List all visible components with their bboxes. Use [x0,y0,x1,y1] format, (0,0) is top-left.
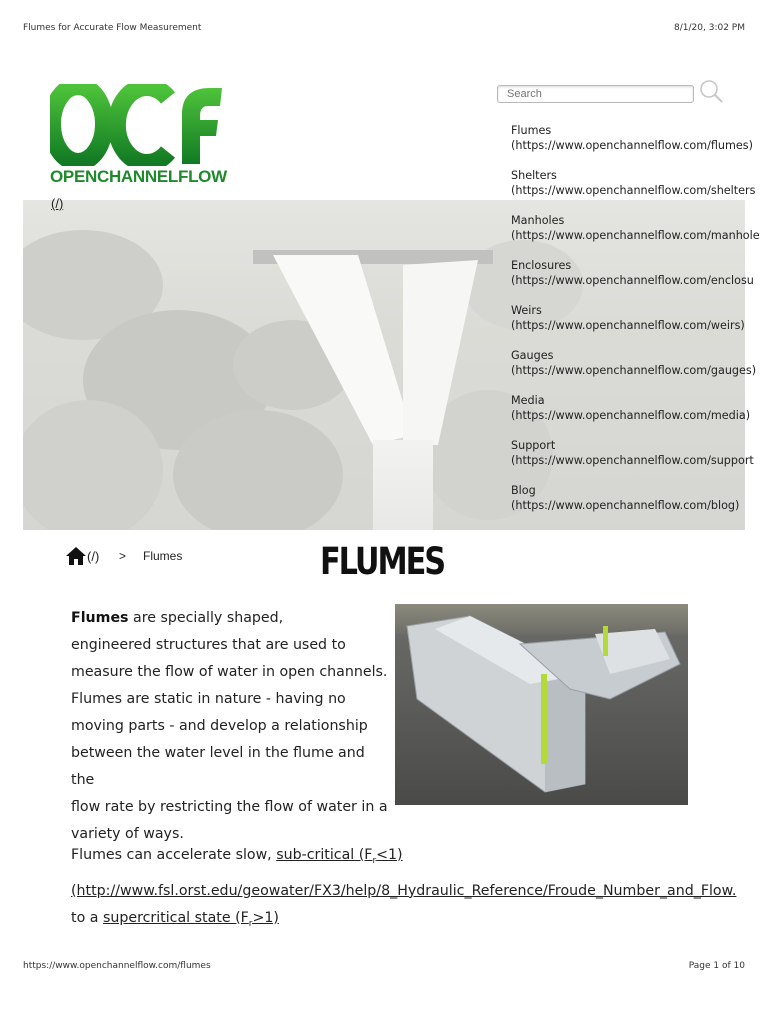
print-header-timestamp: 8/1/20, 3:02 PM [674,23,745,33]
logo-wordmark[interactable]: OPENCHANNELFLOW [50,167,227,186]
ocf-logo-mark [50,84,222,166]
nav-item-enclosures[interactable]: Enclosures (https://www.openchannelflow.com/enclosu [511,259,754,287]
sub-critical-link[interactable]: sub-critical $(F_r<1)$ [276,847,403,866]
nav-item-shelters[interactable]: Shelters (https://www.openchannelflow.com/shelters [511,169,756,197]
breadcrumb-current: Flumes [143,549,183,563]
nav-item-blog[interactable]: Blog (https://www.openchannelflow.com/blog) [511,484,740,512]
home-icon[interactable] [65,546,87,566]
flume-photo [395,604,688,805]
main-nav [511,124,760,529]
breadcrumb-home-link[interactable]: (/) [87,549,100,564]
magnifier-icon[interactable] [698,78,724,104]
intro-paragraph: Flumes are specially shaped, engineered structures that are used to measure the flow of water in open channels. Flumes are static in nature - having no moving parts - and develop a relationship between the water level in the flume and the flow rate by restricting the flow of water in a variety of ways. [71,610,388,842]
logo-link[interactable]: (/) [51,196,64,211]
print-footer-url: https://www.openchannelflow.com/flumes [23,961,211,971]
breadcrumb-separator: > [119,549,127,563]
nav-item-weirs[interactable]: Weirs (https://www.openchannelflow.com/weirs) [511,304,745,332]
intro-bold-term: Flumes [71,610,129,626]
print-header-title: Flumes for Accurate Flow Measurement [23,23,202,33]
nav-item-manholes[interactable]: Manholes (https://www.openchannelflow.com/manhole [511,214,760,242]
page-title: FLUMES [320,540,445,583]
para-froude: Flumes can accelerate slow, sub-critical $(F_r<1)$ (http://www.fsl.orst.edu/geowater/FX3/help/8_Hydraulic_Reference/Froude_Number_and_Flow. to a supercritical state $(F_r>1)$ [71,842,761,938]
nav-item-media[interactable]: Media (https://www.openchannelflow.com/media) [511,394,751,422]
print-footer-page: Page 1 of 10 [688,961,745,971]
nav-item-support[interactable]: Support (https://www.openchannelflow.com/support [511,439,754,467]
supercritical-link[interactable]: supercritical state $(F_r>1)$ [102,909,279,929]
nav-item-flumes[interactable]: Flumes (https://www.openchannelflow.com/flumes) [511,124,753,152]
froude-url-link[interactable]: (http://www.fsl.orst.edu/geowater/FX3/help/8_Hydraulic_Reference/Froude_Number_and_Flow. [71,882,737,899]
search-input[interactable] [497,85,694,103]
nav-item-gauges[interactable]: Gauges (https://www.openchannelflow.com/gauges) [511,349,757,377]
